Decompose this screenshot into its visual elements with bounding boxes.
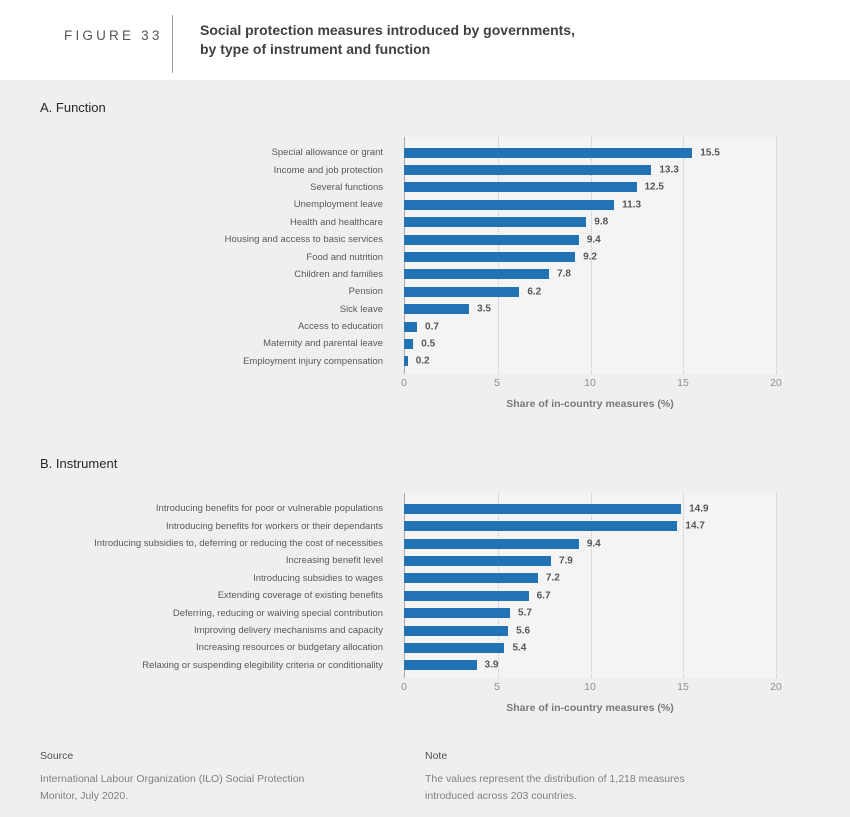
axis-tick-label: 15 — [677, 680, 689, 693]
axis-tick-label: 0 — [401, 377, 407, 390]
bar-row — [40, 570, 810, 587]
bar-track — [404, 318, 776, 335]
figure-title-line2: by type of instrument and function — [200, 41, 431, 57]
bar-row — [40, 517, 810, 534]
source-column — [40, 750, 425, 805]
bar-track — [404, 535, 776, 552]
x-axis-title: Share of in-country measures (%) — [506, 398, 674, 411]
bar-row — [40, 335, 810, 352]
category-label: Introducing benefits for workers or their dependants — [165, 520, 383, 532]
bar — [404, 539, 579, 549]
axis-tick-label: 20 — [770, 377, 782, 390]
bar — [404, 182, 637, 192]
bar-row — [40, 353, 810, 370]
bar-track — [404, 301, 776, 318]
bar-track — [404, 335, 776, 352]
figure-title — [200, 21, 575, 59]
category-label: Increasing resources or budgetary allocation — [196, 642, 383, 654]
bar-row — [40, 604, 810, 621]
section-title-instrument: B. Instrument — [40, 456, 118, 472]
bar-track — [404, 231, 776, 248]
bar-value: 3.5 — [477, 303, 491, 315]
bar-value: 15.5 — [700, 147, 720, 159]
bar-value: 5.6 — [516, 625, 531, 636]
bar-value: 3.9 — [484, 659, 499, 671]
bar — [404, 217, 586, 227]
source-text: International Labour Organization (ILO) Social Protection Monitor, July 2020. — [40, 772, 305, 802]
figure-title-line1: Social protection measures introduced by governments, — [200, 22, 575, 38]
bar — [404, 287, 519, 297]
bar-track — [404, 552, 776, 569]
bar-row — [40, 144, 810, 161]
bar-rows-area — [40, 493, 810, 678]
bar-value: 9.4 — [586, 234, 601, 246]
figure-header — [0, 0, 850, 80]
bar-track — [404, 657, 776, 674]
category-label: Introducing benefits for poor or vulnerable populations — [155, 503, 383, 515]
category-label: Deferring, reducing or waiving special contribution — [172, 607, 383, 619]
category-label: Sick leave — [339, 303, 383, 315]
category-label: Pension — [348, 286, 383, 298]
bar — [404, 521, 677, 531]
bar — [404, 322, 417, 332]
bar — [404, 235, 579, 245]
bar-track — [404, 179, 776, 196]
bar-value: 6.7 — [536, 590, 551, 602]
bar-value: 7.2 — [545, 572, 560, 584]
bar — [404, 608, 510, 618]
axis-tick-label: 10 — [584, 377, 596, 390]
bar — [404, 339, 413, 349]
bar — [404, 573, 538, 583]
figure-body — [0, 100, 850, 714]
bar-track — [404, 266, 776, 283]
bar-row — [40, 657, 810, 674]
bar — [404, 304, 469, 314]
bar-value: 14.7 — [685, 520, 705, 532]
category-label: Access to education — [297, 321, 383, 333]
category-label: Improving delivery mechanisms and capacity — [193, 625, 383, 636]
bar-row — [40, 248, 810, 265]
chart-instrument — [40, 493, 810, 714]
category-label: Several functions — [310, 181, 383, 193]
bar — [404, 200, 614, 210]
bar-row — [40, 283, 810, 300]
bar-value: 0.7 — [425, 321, 439, 333]
bar-track — [404, 500, 776, 517]
category-label: Maternity and parental leave — [263, 338, 383, 350]
category-label: Increasing benefit level — [285, 555, 383, 567]
category-label: Children and families — [294, 268, 383, 280]
axis-tick-label: 20 — [770, 680, 782, 693]
bar — [404, 269, 549, 279]
bar — [404, 252, 575, 262]
bar — [404, 165, 651, 175]
axis-tick-label: 10 — [584, 680, 596, 693]
bar-value: 6.2 — [527, 286, 542, 298]
x-axis-ticks — [401, 377, 782, 391]
bar-value: 5.4 — [512, 642, 527, 654]
bar-track — [404, 214, 776, 231]
bar-row — [40, 552, 810, 569]
header-divider — [172, 15, 173, 73]
bar-track — [404, 353, 776, 370]
axis-tick-label: 0 — [401, 680, 407, 693]
bar — [404, 556, 551, 566]
bar-row — [40, 214, 810, 231]
bar-track — [404, 587, 776, 604]
bar-track — [404, 639, 776, 656]
category-label: Relaxing or suspending elegibility criteria or conditionality — [142, 659, 383, 671]
bar-row — [40, 266, 810, 283]
bar-row — [40, 179, 810, 196]
bar — [404, 660, 477, 670]
bar — [404, 643, 504, 653]
note-label: Note — [425, 749, 448, 762]
bar-row — [40, 622, 810, 639]
bar-track — [404, 248, 776, 265]
category-label: Introducing subsidies to, deferring or reducing the cost of necessities — [94, 538, 383, 550]
category-label: Income and job protection — [273, 164, 383, 176]
bar-rows-area — [40, 137, 810, 374]
bar-value: 9.4 — [586, 538, 601, 550]
note-text: The values represent the distribution of 1,218 measures introduced across 203 countries. — [425, 772, 685, 802]
figure-footer — [0, 750, 850, 805]
category-label: Unemployment leave — [293, 199, 383, 211]
axis-tick-label: 5 — [494, 377, 500, 390]
bar-value: 5.7 — [518, 607, 532, 619]
bar-value: 9.2 — [583, 251, 598, 263]
note-column — [425, 750, 765, 805]
x-axis-ticks — [401, 680, 782, 695]
bar-row — [40, 500, 810, 517]
bar-value: 7.8 — [557, 268, 571, 280]
bar — [404, 148, 692, 158]
category-label: Extending coverage of existing benefits — [217, 590, 383, 602]
source-label: Source — [40, 749, 74, 762]
category-label: Special allowance or grant — [271, 147, 383, 159]
category-label: Housing and access to basic services — [224, 234, 383, 246]
axis-tick-label: 15 — [677, 377, 689, 390]
bar-value: 0.5 — [421, 338, 436, 350]
bar-value: 9.8 — [594, 216, 609, 228]
bar-track — [404, 517, 776, 534]
bar-value: 11.3 — [622, 199, 642, 211]
bar-value: 7.9 — [558, 555, 573, 567]
category-label: Introducing subsidies to wages — [253, 572, 383, 584]
bar-row — [40, 196, 810, 213]
chart-function — [40, 137, 810, 410]
category-label: Health and healthcare — [290, 216, 383, 228]
bar — [404, 504, 681, 514]
bar — [404, 356, 408, 366]
bar-row — [40, 161, 810, 178]
bar-row — [40, 535, 810, 552]
bar-track — [404, 196, 776, 213]
bar-track — [404, 161, 776, 178]
category-label: Employment injury compensation — [243, 355, 383, 367]
bar — [404, 626, 508, 636]
bar-row — [40, 318, 810, 335]
bar-value: 14.9 — [689, 503, 709, 515]
figure-number-label: FIGURE 33 — [64, 28, 163, 43]
bar-row — [40, 587, 810, 604]
bar-row — [40, 639, 810, 656]
bar-value: 13.3 — [659, 164, 679, 176]
bar-track — [404, 604, 776, 621]
category-label: Food and nutrition — [306, 251, 383, 263]
bar-track — [404, 622, 776, 639]
bar-track — [404, 144, 776, 161]
bar — [404, 591, 529, 601]
bar-row — [40, 231, 810, 248]
bar-track — [404, 283, 776, 300]
section-title-function: A. Function — [40, 100, 106, 115]
axis-tick-label: 5 — [494, 680, 500, 693]
bar-value: 0.2 — [415, 355, 430, 367]
bar-row — [40, 301, 810, 318]
x-axis-title: Share of in-country measures (%) — [506, 701, 674, 714]
bar-track — [404, 570, 776, 587]
bar-value: 12.5 — [644, 181, 664, 193]
